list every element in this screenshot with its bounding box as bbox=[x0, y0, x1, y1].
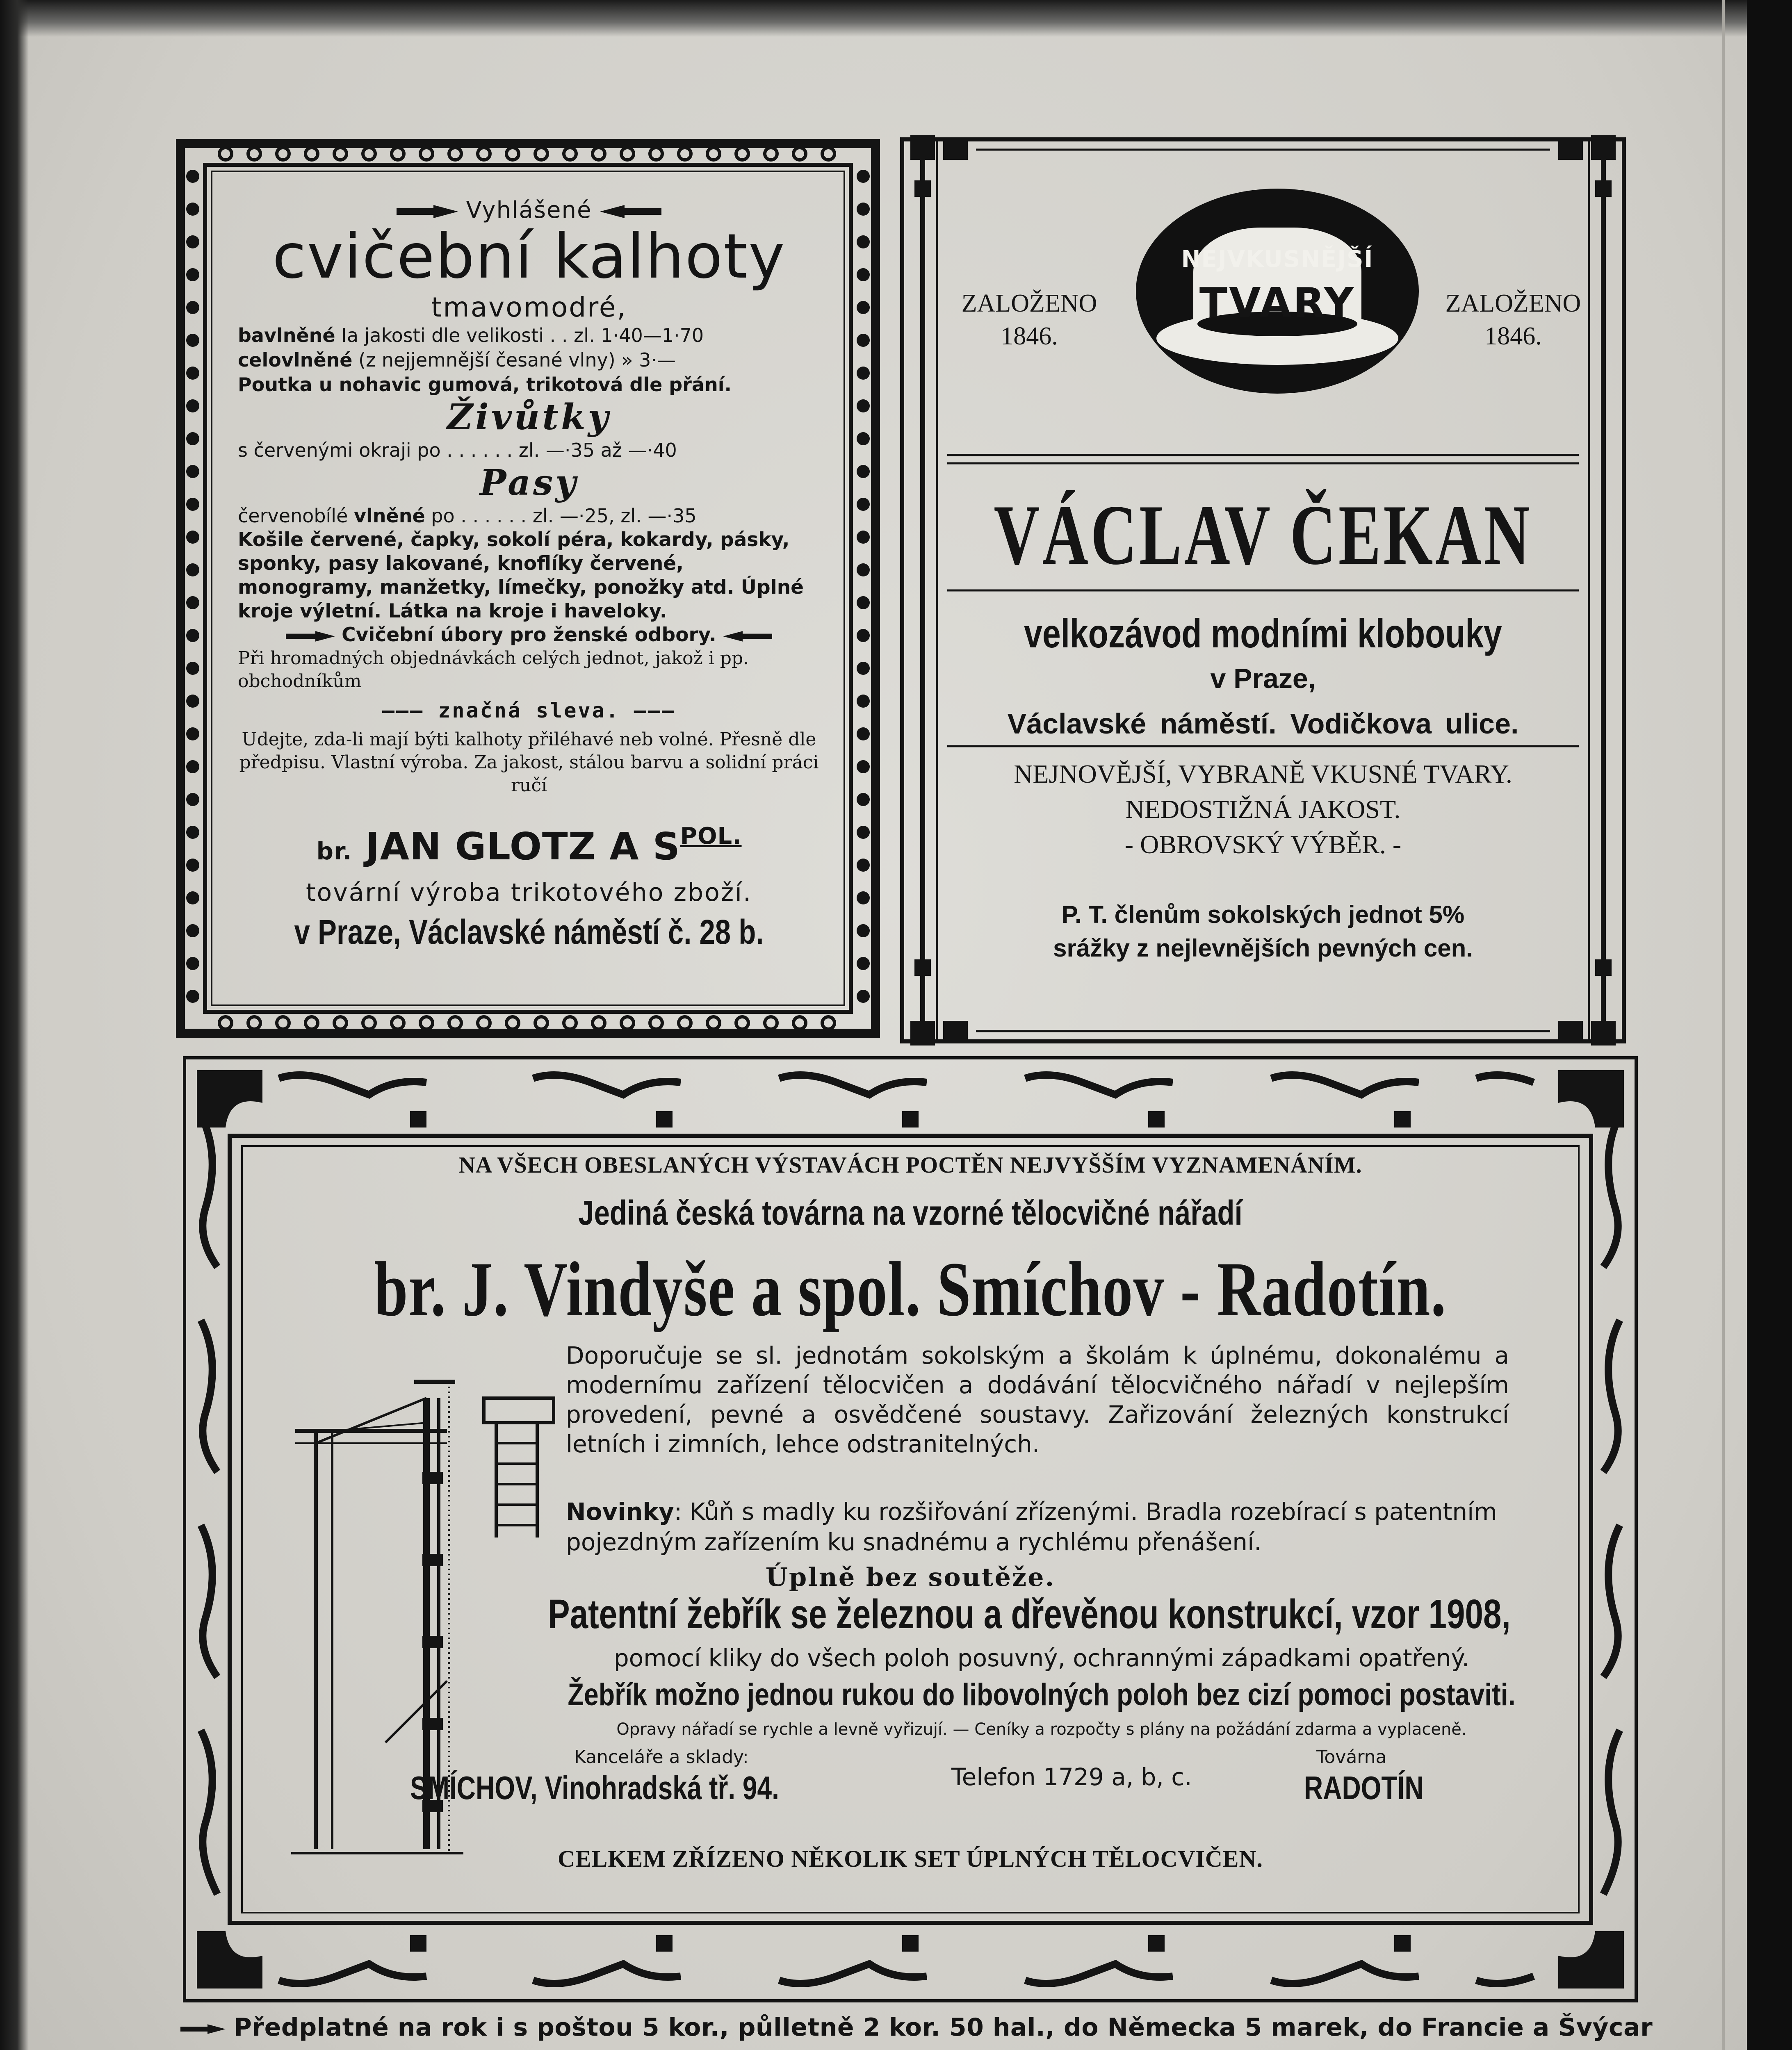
firm-name: JAN GLOTZ A S bbox=[365, 825, 680, 868]
glotz-address: v Praze, Václavské náměstí č. 28 b. bbox=[294, 913, 764, 951]
subscription-footer bbox=[180, 2013, 1653, 2050]
ladder-boldline: Žebřík možno jednou rukou do libovolných poloh bez cizí pomoci postaviti. bbox=[568, 1677, 1516, 1712]
pointing-hand-icon bbox=[286, 629, 335, 643]
price-line-wool bbox=[238, 348, 820, 372]
founded-label-right: ZALOŽENO bbox=[1445, 289, 1581, 317]
vindyse-novelties bbox=[566, 1496, 1517, 1557]
awards-banner: NA VŠECH OBESLANÝCH VÝSTAVÁCH POCTĚN NEJVYŠŠÍM VYZNAMENÁNÍM. bbox=[458, 1153, 1362, 1178]
womens-text: Cvičební úbory pro ženské odbory. bbox=[342, 624, 716, 646]
pointing-hand-icon bbox=[397, 203, 458, 220]
pasy-a: červenobílé bbox=[238, 505, 354, 527]
section-zivutky: Živůtky bbox=[447, 396, 611, 438]
scan-edge-right bbox=[1747, 0, 1792, 2050]
straps-line: Poutka u nohavic gumová, trikotová dle přání. bbox=[238, 374, 732, 396]
firm-sup: POL. bbox=[680, 823, 742, 850]
cekan-description: velkozávod modními klobouky bbox=[1024, 611, 1502, 656]
zivutky-price: s červenými okraji po . . . . . . zl. —·35 až —·40 bbox=[238, 439, 677, 461]
discount-line-1: P. T. členům sokolských jednot 5% bbox=[1061, 901, 1465, 928]
pasy-b: vlněné bbox=[354, 505, 425, 527]
wool-label: celovlněné bbox=[238, 349, 353, 371]
novelties-label: Novinky bbox=[566, 1498, 674, 1526]
cekan-city: v Praze, bbox=[1210, 663, 1316, 694]
gyms-banner: CELKEM ZŘÍZENO NĚKOLIK SET ÚPLNÝCH TĚLOCVIČEN. bbox=[558, 1845, 1263, 1872]
glotz-content bbox=[238, 189, 820, 988]
discount-text: značná sleva. bbox=[438, 699, 620, 722]
page-fold bbox=[1722, 0, 1725, 2050]
cotton-price: Ia jakosti dle velikosti . . zl. 1·40—1·70 bbox=[335, 324, 704, 346]
vindyse-headline: Jediná česká továrna na vzorné tělocvičné nářadí bbox=[578, 1194, 1243, 1232]
advert-vindyse bbox=[180, 1054, 1640, 2005]
scan-edge-top bbox=[0, 0, 1792, 37]
founded-right bbox=[1431, 287, 1595, 353]
founded-label-left: ZALOŽENO bbox=[961, 289, 1097, 317]
factory-label: Továrna bbox=[1316, 1747, 1387, 1768]
discount-line-2: srážky z nejlevnějších pevných cen. bbox=[1053, 934, 1473, 962]
pointing-hand-icon bbox=[723, 629, 772, 643]
vindyse-firm: br. J. Vindyše a spol. Smíchov - Radotín. bbox=[374, 1246, 1447, 1332]
price-line-cotton bbox=[238, 323, 820, 348]
pointing-hand-icon bbox=[600, 203, 661, 220]
phone-number: Telefon 1729 a, b, c. bbox=[951, 1763, 1192, 1791]
glotz-firm-sub: tovární výroba trikotového zboží. bbox=[306, 878, 752, 907]
cekan-street: Václavské náměstí. Vodičkova ulice. bbox=[1007, 708, 1519, 740]
claim-newest: NEJNOVĚJŠÍ, VYBRANĚ VKUSNÉ TVARY. bbox=[1014, 759, 1512, 788]
no-competition: Úplně bez soutěže. bbox=[765, 1562, 1056, 1592]
scan-edge-left bbox=[0, 0, 29, 2050]
section-pasy: Pasy bbox=[479, 462, 579, 503]
ladder-headline: Patentní žebřík se železnou a dřevěnou konstrukcí, vzor 1908, bbox=[548, 1591, 1511, 1637]
discount-line: ——— značná sleva. ——— bbox=[382, 699, 676, 722]
office-address: SMÍCHOV, Vinohradská tř. 94. bbox=[410, 1770, 779, 1806]
bowler-hat-icon bbox=[1136, 189, 1419, 394]
hat-slogan-top: NEJVKUSNĚJŠÍ bbox=[1181, 246, 1374, 273]
pointing-hand-icon bbox=[180, 2022, 226, 2036]
cekan-discount bbox=[894, 898, 1632, 965]
bulk-order-block: Při hromadných objednávkách celých jednot, jakož i pp. obchodníkům bbox=[238, 648, 749, 692]
glotz-firm bbox=[238, 812, 820, 876]
founded-year-right: 1846. bbox=[1484, 322, 1542, 350]
pasy-c: po . . . . . . zl. —·25, zl. —·35 bbox=[425, 505, 697, 527]
footer-line-1: Předplatné na rok i s poštou 5 kor., půlletně 2 kor. 50 hal., do Německa 5 marek, do Francie a Švýcar bbox=[234, 2013, 1653, 2042]
firm-prefix: br. bbox=[316, 837, 352, 865]
cotton-label: bavlněné bbox=[238, 324, 335, 346]
ladder-subline: pomocí kliky do všech poloh posuvný, ochrannými západkami opatřený. bbox=[613, 1644, 1470, 1672]
wool-price: (z nejjemnější česané vlny) » 3·— bbox=[352, 349, 676, 371]
factory-address: RADOTÍN bbox=[1304, 1770, 1424, 1806]
advert-cekan bbox=[894, 131, 1632, 1050]
office-label: Kanceláře a sklady: bbox=[574, 1747, 749, 1768]
claim-selection: - OBROVSKÝ VÝBĚR. - bbox=[1124, 830, 1402, 859]
cekan-claims bbox=[894, 756, 1632, 862]
vindyse-intro: Doporučuje se sl. jednotám sokolským a školám k úplnému, dokonalému a modernímu zařízení tělocvičen a dodávání tělocvičného nářadí v nejlepším provedení, pevné a osvědčené soustavy. Zařizování železných konstrukcí letních i zimních, lehce odstranitelných. bbox=[566, 1342, 1509, 1458]
novelties-text: : Kůň s madly ku rozšiřování zřízenými. Bradla rozebírací s patentním pojezdným zařízením ku snadnému a rychlému přenášení. bbox=[566, 1498, 1497, 1556]
products-block: Košile červené, čapky, sokolí péra, kokardy, pásky, sponky, pasy lakované, knoflíky červené, monogramy, manžetky, límečky, ponožky atd. Úplné kroje výletní. Látka na kroje i haveloky. bbox=[238, 528, 804, 622]
cekan-name: VÁCLAV ČEKAN bbox=[994, 487, 1532, 583]
founded-left bbox=[943, 287, 1115, 353]
advert-glotz bbox=[172, 135, 884, 1041]
kicker-text: Vyhlášené bbox=[466, 197, 592, 223]
hat-slogan-main: TVARY bbox=[1199, 279, 1356, 327]
glotz-subtitle: tmavomodré, bbox=[431, 292, 627, 323]
fit-block: Udejte, zda-li mají býti kalhoty přiléhavé neb volné. Přesně dle předpisu. Vlastní výroba. Za jakost, stálou barvu a solidní práci ručí bbox=[239, 729, 819, 796]
claim-quality: NEDOSTIŽNÁ JAKOST. bbox=[1125, 795, 1401, 824]
pasy-price bbox=[238, 503, 820, 528]
womens-line bbox=[238, 623, 820, 647]
glotz-title: cvičební kalhoty bbox=[272, 221, 786, 292]
glotz-kicker bbox=[238, 197, 820, 223]
repairs-line: Opravy nářadí se rychle a levně vyřizují. — Ceníky a rozpočty s plány na požádání zdarma a vyplaceně. bbox=[616, 1720, 1467, 1739]
founded-year-left: 1846. bbox=[1001, 322, 1058, 350]
